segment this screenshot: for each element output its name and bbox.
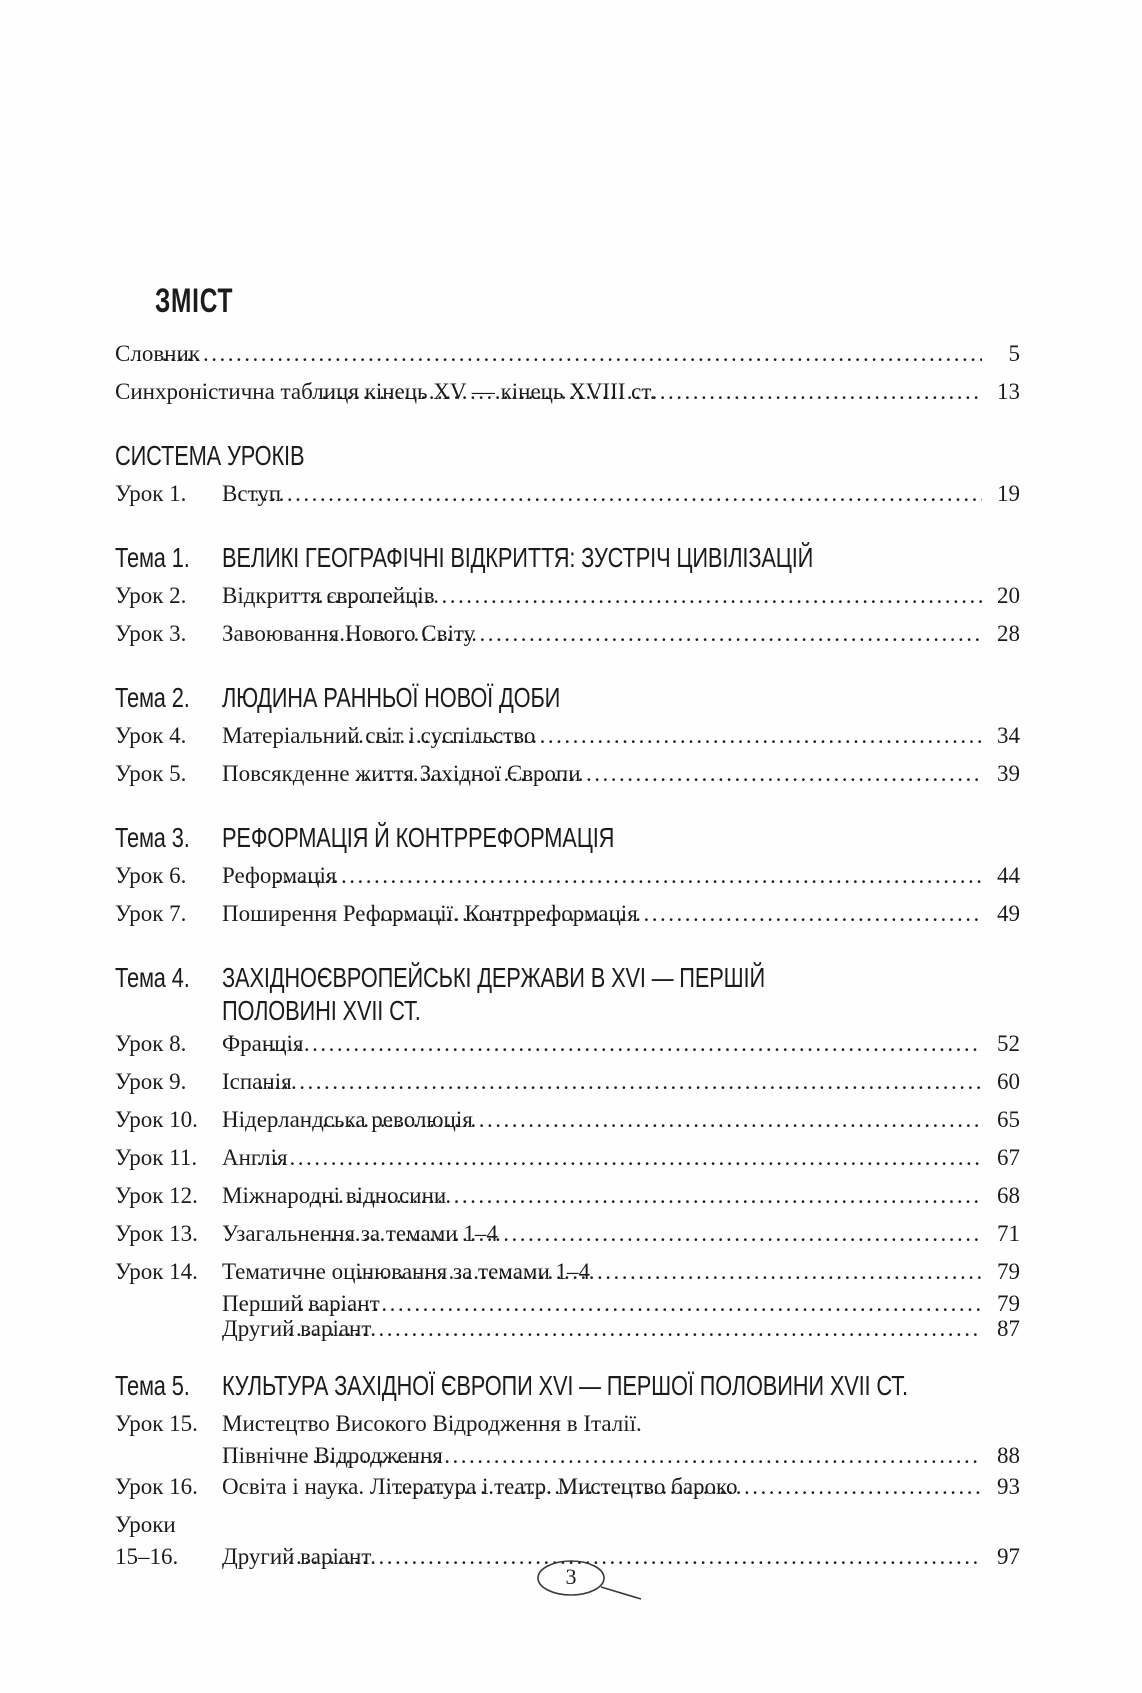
- toc-entry-row: [115, 1468, 1020, 1506]
- toc-entry-row: [115, 1316, 1020, 1341]
- toc-entry-page-number: 93: [997, 1474, 1020, 1499]
- toc-row-label: Уроки: [115, 1512, 176, 1537]
- toc-row-label: [115, 959, 222, 997]
- dot-leader: [322, 1101, 982, 1139]
- page-title-text: ЗМІСТ: [155, 282, 234, 320]
- dot-leader: [312, 1443, 982, 1468]
- toc-row-label: Урок 2.: [115, 583, 187, 608]
- dot-leader: [310, 577, 982, 615]
- toc-row-label-text: Тема 5.: [115, 1370, 190, 1401]
- toc-entry-row: [115, 1063, 1020, 1101]
- dot-leader: [256, 1139, 982, 1177]
- toc-entry-page-number: 60: [997, 1069, 1020, 1094]
- dot-leader: [162, 335, 982, 373]
- toc-entry-title: Вступ: [222, 481, 282, 506]
- toc-entry-title: Відкриття європейців: [222, 583, 435, 608]
- toc-entry-page-number: 88: [997, 1443, 1020, 1468]
- toc-entry-row: [115, 1506, 1020, 1544]
- dot-leader: [313, 1177, 982, 1215]
- toc-row-label-text: Тема 4.: [115, 962, 190, 993]
- toc-entry-title: Повсякденне життя Західної Європи: [222, 761, 581, 786]
- toc-entry-page-number: 52: [997, 1031, 1020, 1056]
- toc-theme-row: [115, 539, 1020, 577]
- toc-section-header-label: СИСТЕМА УРОКІВ: [115, 440, 305, 471]
- toc-entry-page-number: 19: [997, 481, 1020, 506]
- toc-entry-row: [115, 1253, 1020, 1291]
- footer-page-number: 3: [565, 1564, 577, 1589]
- toc-theme-title-line: ВЕЛИКІ ГЕОГРАФІЧНІ ВІДКРИТТЯ: ЗУСТРІЧ ЦИВІЛІЗАЦІЙ: [222, 542, 814, 573]
- toc-entry-title: Другий варіант: [222, 1544, 372, 1569]
- toc-row-label: Урок 9.: [115, 1069, 187, 1094]
- page-title: [115, 282, 1020, 321]
- toc-row-label: 15–16.: [115, 1544, 179, 1569]
- dot-leader: [254, 475, 982, 513]
- dot-leader: [330, 1215, 982, 1253]
- toc-entry-page-number: 13: [997, 379, 1020, 404]
- toc-theme-row: [115, 819, 1020, 857]
- toc-entry-page-number: 5: [1008, 341, 1020, 366]
- dot-leader: [371, 895, 982, 933]
- toc-entry-row: [115, 1139, 1020, 1177]
- toc-theme-title: [222, 819, 1020, 857]
- toc-entry-row: [115, 615, 1020, 653]
- toc-entry-row: [115, 1405, 1020, 1443]
- toc-theme-row: [115, 679, 1020, 717]
- toc-row-label: Урок 3.: [115, 621, 187, 646]
- toc-row-label: Урок 10.: [115, 1107, 198, 1132]
- toc-theme-title: [222, 679, 1020, 717]
- toc-row-label: Урок 13.: [115, 1221, 198, 1246]
- toc-entry-row: [115, 717, 1020, 755]
- dot-leader: [398, 1468, 982, 1506]
- toc-entry-row: [115, 475, 1020, 513]
- toc-entry-row: [115, 1177, 1020, 1215]
- toc-row-label: Урок 8.: [115, 1031, 187, 1056]
- toc-theme-title: [222, 539, 1020, 577]
- toc-entry-page-number: 39: [997, 761, 1020, 786]
- toc-entry-title: Нідерландська революція: [222, 1107, 473, 1132]
- toc-row-label: Урок 1.: [115, 481, 187, 506]
- toc-entry-page-number: 71: [997, 1221, 1020, 1246]
- toc-entry-title: Освіта і наука. Література і театр. Мистецтво бароко: [222, 1474, 738, 1499]
- toc-entry-page-number: 20: [997, 583, 1020, 608]
- toc-theme-title: [222, 1367, 1020, 1405]
- toc-entry-row: [115, 755, 1020, 793]
- toc-row-label: Урок 4.: [115, 723, 187, 748]
- toc-entry-row: [115, 577, 1020, 615]
- toc-entry-title: Тематичне оцінювання за темами 1–4: [222, 1259, 591, 1284]
- table-of-contents: [115, 335, 1020, 1569]
- toc-entry-title: Мистецтво Високого Відродження в Італії.: [222, 1411, 642, 1436]
- dot-leader: [358, 1253, 982, 1291]
- toc-entry-page-number: 65: [997, 1107, 1020, 1132]
- toc-row-label: Урок 15.: [115, 1411, 198, 1436]
- toc-row-label: Урок 6.: [115, 863, 187, 888]
- toc-entry-page-number: 34: [997, 723, 1020, 748]
- toc-row-label: [115, 1367, 222, 1405]
- dot-leader: [321, 373, 982, 411]
- toc-row-label: [115, 679, 222, 717]
- toc-entry-row: [115, 1025, 1020, 1063]
- toc-entry-title: Другий варіант: [222, 1316, 372, 1341]
- toc-entry-page-number: 79: [997, 1291, 1020, 1316]
- toc-row-label: Урок 16.: [115, 1474, 198, 1499]
- toc-theme-title-line: ЛЮДИНА РАННЬОЇ НОВОЇ ДОБИ: [222, 682, 561, 713]
- toc-entry-page-number: 49: [997, 901, 1020, 926]
- toc-entry-title: Поширення Реформації. Контрреформація: [222, 901, 638, 926]
- toc-entry-page-number: 67: [997, 1145, 1020, 1170]
- toc-theme-title-line: ПОЛОВИНІ XVII СТ.: [222, 995, 421, 1026]
- toc-entry-row: [115, 373, 1020, 411]
- toc-row-label-text: Тема 3.: [115, 822, 190, 853]
- toc-entry-title: Словник: [115, 341, 200, 366]
- toc-entry-page-number: 79: [997, 1259, 1020, 1284]
- toc-row-label: Урок 5.: [115, 761, 187, 786]
- toc-entry-title: Франція: [222, 1031, 304, 1056]
- dot-leader: [275, 857, 982, 895]
- page-number-marker: [537, 1558, 649, 1608]
- toc-theme-title-line: РЕФОРМАЦІЯ Й КОНТРРЕФОРМАЦІЯ: [222, 822, 615, 853]
- toc-entry-page-number: 68: [997, 1183, 1020, 1208]
- toc-entry-row: [115, 1443, 1020, 1468]
- dot-leader: [258, 1063, 982, 1101]
- dot-leader: [355, 755, 982, 793]
- toc-entry-row: [115, 1291, 1020, 1316]
- toc-entry-title: Синхроністична таблиця кінець XV — кінець XVIII ст.: [115, 379, 656, 404]
- toc-entry-title: Завоювання Нового Світу: [222, 621, 476, 646]
- toc-entry-page-number: 28: [997, 621, 1020, 646]
- toc-row-label: Урок 7.: [115, 901, 187, 926]
- dot-leader: [342, 717, 982, 755]
- toc-entry-row: [115, 895, 1020, 933]
- toc-entry-page-number: 44: [997, 863, 1020, 888]
- toc-entry-title: Матеріальний світ і суспільство: [222, 723, 536, 748]
- toc-row-label: Урок 14.: [115, 1259, 198, 1284]
- toc-theme-row: [115, 1367, 1020, 1405]
- toc-row-label-text: Тема 1.: [115, 542, 190, 573]
- toc-row-label: [115, 539, 222, 577]
- toc-entry-title: Реформація: [222, 863, 337, 888]
- toc-section-header-text: [115, 437, 1020, 475]
- toc-row-label-text: Тема 2.: [115, 682, 190, 713]
- toc-entry-row: [115, 1101, 1020, 1139]
- toc-entry-row: [115, 335, 1020, 373]
- toc-theme-title: [222, 959, 1020, 1025]
- toc-theme-title-line: ЗАХІДНОЄВРОПЕЙСЬКІ ДЕРЖАВИ В XVI — ПЕРШІЙ: [222, 962, 765, 993]
- toc-row-label: Урок 11.: [115, 1145, 198, 1170]
- toc-row-label: [115, 819, 222, 857]
- toc-theme-row: [115, 959, 1020, 1025]
- toc-entry-page-number: 97: [997, 1544, 1020, 1569]
- toc-entry-title: Англія: [222, 1145, 288, 1170]
- toc-entry-row: [115, 857, 1020, 895]
- toc-entry-title: Узагальнення за темами 1–4: [222, 1221, 498, 1246]
- dot-leader: [263, 1025, 982, 1063]
- toc-entry-page-number: 87: [997, 1316, 1020, 1341]
- toc-entry-title: Іспанія: [222, 1069, 292, 1094]
- toc-theme-title-line: КУЛЬТУРА ЗАХІДНОЇ ЄВРОПИ XVI — ПЕРШОЇ ПОЛОВИНИ XVII СТ.: [222, 1370, 908, 1401]
- toc-entry-title: Міжнародні відносини: [222, 1183, 447, 1208]
- toc-entry-title: Північне Відродження: [222, 1443, 443, 1468]
- toc-row-label: Урок 12.: [115, 1183, 198, 1208]
- dot-leader: [291, 1291, 982, 1316]
- toc-entry-row: [115, 1215, 1020, 1253]
- toc-entry-title: Перший варіант: [222, 1291, 380, 1316]
- dot-leader: [288, 1316, 982, 1341]
- dot-leader: [323, 615, 982, 653]
- toc-content: [115, 282, 1020, 1569]
- toc-section-header: [115, 437, 1020, 475]
